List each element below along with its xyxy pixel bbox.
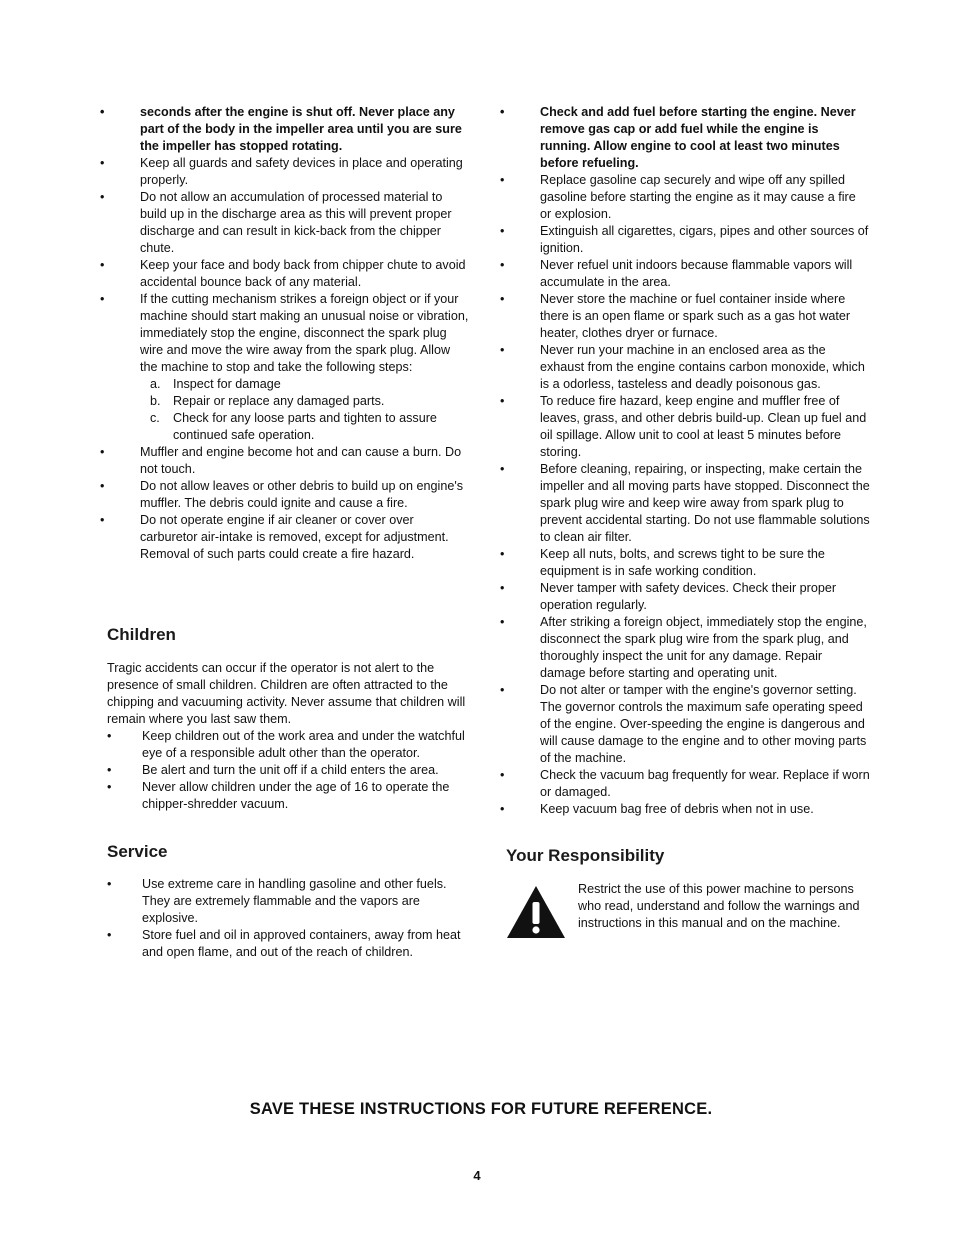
children-paragraph: Tragic accidents can occur if the operator is not alert to the presence of small children. Children are often attracted to the chipping and vacuuming activity. Never assume that children will remain where you last saw them. [107, 661, 466, 726]
warning-triangle-icon [505, 884, 567, 940]
list-item: • Muffler and engine become hot and can cause a burn. Do not touch. [100, 444, 470, 478]
children-section [107, 660, 467, 813]
list-item: • Do not alter or tamper with the engine's governor setting. The governor controls the maximum safe operating speed of the engine. Over-speeding the engine is dangerous and will cause damage to the engine and to other moving parts of the machine. [500, 682, 870, 767]
footer-title: SAVE THESE INSTRUCTIONS FOR FUTURE REFERENCE. [249, 1100, 713, 1118]
list-item: • Keep children out of the work area and under the watchful eye of a responsible adult other than the operator. [107, 728, 467, 762]
children-heading: Children [107, 625, 176, 644]
list-item: • Check and add fuel before starting the engine. Never remove gas cap or add fuel while the engine is running. Allow engine to cool at least two minutes before refueling. [500, 104, 870, 172]
list-item: • Extinguish all cigarettes, cigars, pipes and other sources of ignition. [500, 223, 870, 257]
step-text: Check for any loose parts and tighten to assure continued safe operation. [173, 411, 437, 442]
responsibility-heading: Your Responsibility [506, 846, 665, 865]
list-item: • Never refuel unit indoors because flammable vapors will accumulate in the area. [500, 257, 870, 291]
list-item: • Keep all nuts, bolts, and screws tight to be sure the equipment is in safe working condition. [500, 546, 870, 580]
list-item: • After striking a foreign object, immediately stop the engine, disconnect the spark plug wire from the spark plug, and thoroughly inspect the unit for any damage. Repair damage before starting and operating unit. [500, 614, 870, 682]
list-item: • Do not allow leaves or other debris to build up on engine's muffler. The debris could ignite and cause a fire. [100, 478, 470, 512]
list-item: • Keep your face and body back from chipper chute to avoid accidental bounce back of any material. [100, 257, 470, 291]
step-item [100, 393, 470, 410]
step-text: Repair or replace any damaged parts. [173, 394, 385, 408]
list-item: • Keep all guards and safety devices in place and operating properly. [100, 155, 470, 189]
step-item [100, 376, 470, 393]
list-item: • Do not operate engine if air cleaner or cover over carburetor air-intake is removed, except for adjustment. Removal of such parts could create a fire hazard. [100, 512, 470, 563]
step-label: c. [150, 411, 160, 425]
list-item: • Never allow children under the age of 16 to operate the chipper-shredder vacuum. [107, 779, 467, 813]
list-item: • Be alert and turn the unit off if a child enters the area. [107, 762, 467, 779]
service-section [107, 876, 467, 961]
list-item: • Do not allow an accumulation of processed material to build up in the discharge area as this will prevent proper discharge and can result in kick-back from the chipper chute. [100, 189, 470, 257]
list-item: • Never store the machine or fuel container inside where there is an open flame or spark such as a gas hot water heater, clothes dryer or furnace. [500, 291, 870, 342]
list-item: • Store fuel and oil in approved containers, away from heat and open flame, and out of the reach of children. [107, 927, 467, 961]
right-column [500, 104, 870, 818]
list-item: • Keep vacuum bag free of debris when not in use. [500, 801, 870, 818]
responsibility-text: Restrict the use of this power machine to persons who read, understand and follow the warnings and instructions in this manual and on the machine. [578, 882, 860, 930]
page-number: 4 [473, 1168, 481, 1183]
list-item: • To reduce fire hazard, keep engine and muffler free of leaves, grass, and other debris build-up. Clean up fuel and oil spillage. Allow unit to cool at least 5 minutes before storing. [500, 393, 870, 461]
list-item: • Check the vacuum bag frequently for wear. Replace if worn or damaged. [500, 767, 870, 801]
list-item: • Use extreme care in handling gasoline and other fuels. They are extremely flammable and the vapors are explosive. [107, 876, 467, 927]
left-column [100, 104, 470, 563]
step-label: a. [150, 377, 161, 391]
list-item: • Never tamper with safety devices. Check their proper operation regularly. [500, 580, 870, 614]
list-item: • seconds after the engine is shut off. Never place any part of the body in the impeller area until you are sure the impeller has stopped rotating. [100, 104, 470, 155]
step-text: Inspect for damage [173, 377, 281, 391]
list-item: • Before cleaning, repairing, or inspecting, make certain the impeller and all moving parts have stopped. Disconnect the spark plug wire and keep wire away from spark plug to prevent accidental starting. Do not use flammable solutions to clean air filter. [500, 461, 870, 546]
step-label: b. [150, 394, 161, 408]
list-item: • Replace gasoline cap securely and wipe off any spilled gasoline before starting the engine as it may cause a fire or explosion. [500, 172, 870, 223]
list-item: • Never run your machine in an enclosed area as the exhaust from the engine contains carbon monoxide, which is a odorless, tasteless and deadly poisonous gas. [500, 342, 870, 393]
service-heading: Service [107, 842, 168, 861]
step-item [100, 410, 470, 444]
list-item: • If the cutting mechanism strikes a foreign object or if your machine should start making an unusual noise or vibration, immediately stop the engine, disconnect the spark plug wire and move the wire away from the spark plug. Allow the machine to stop and take the following steps: [100, 291, 470, 376]
